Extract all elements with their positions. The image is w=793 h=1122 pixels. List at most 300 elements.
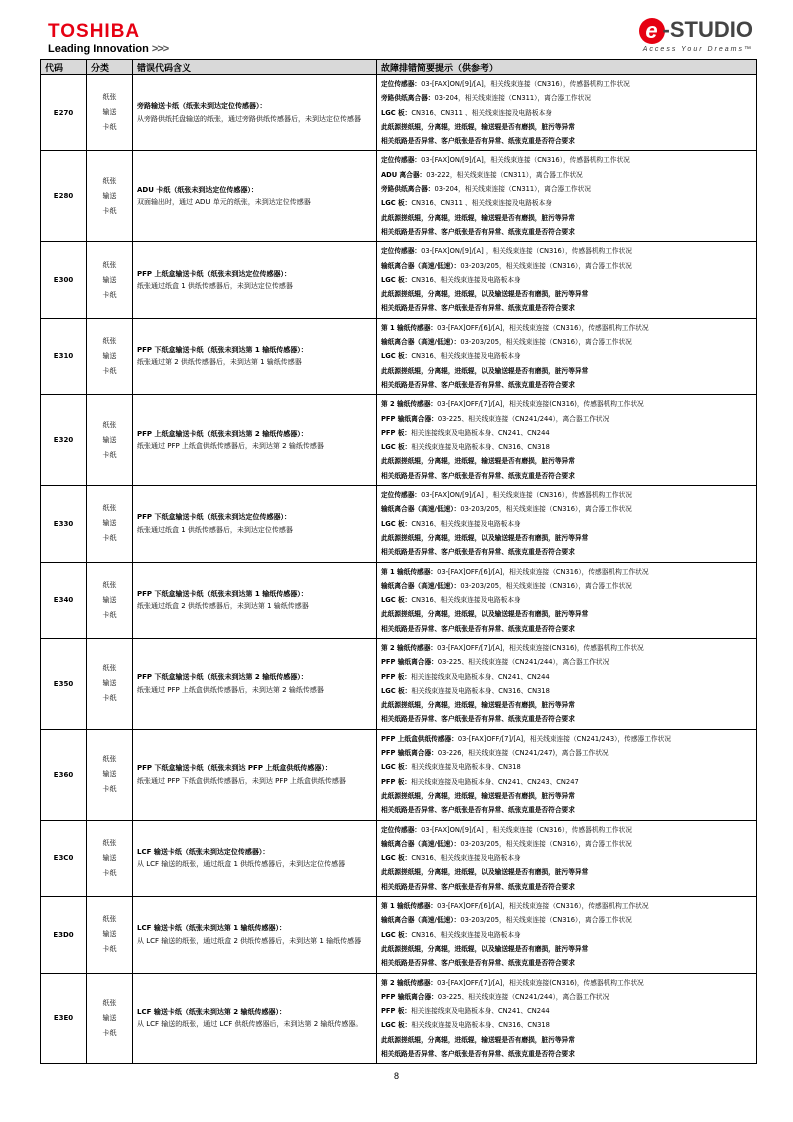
meaning-description: 从 LCF 输送的纸张，通过纸盒 1 供纸传感器后，未到达定位传感器	[137, 860, 346, 869]
meaning-title: PFP 下纸盒输送卡纸（纸张未到达 PFP 上纸盒供纸传感器）：	[137, 764, 332, 773]
hint-line	[381, 760, 752, 774]
hint-line	[381, 287, 752, 301]
hint-line	[381, 942, 752, 956]
category-line: 输送	[102, 275, 117, 284]
hint-text: CN316、相关线束连接及电路板本身	[411, 854, 521, 863]
hint-text: 03-204，相关线束连接（CN311），离合器工作状况	[434, 94, 591, 103]
toshiba-logo	[48, 22, 168, 56]
error-code: E320	[41, 395, 87, 486]
hint-text: 03-225、相关线束连接（CN241/244），离合器工作状况	[437, 414, 610, 423]
error-category	[87, 75, 133, 151]
hint-line	[381, 120, 752, 134]
error-code: E3E0	[41, 973, 87, 1064]
meaning-description: 纸张通过 PFP 上纸盒供纸传感器后，未到达第 2 输纸传感器	[137, 442, 324, 451]
meaning-description: 纸张通过纸盒 1 供纸传感器后，未到达定位传感器	[137, 525, 293, 534]
meaning-description: 纸张通过 PFP 上纸盒供纸传感器后，未到达第 2 输纸传感器	[137, 685, 324, 694]
error-category	[87, 486, 133, 562]
hint-text: 相关线束连接及电路板本身、CN241、CN243、CN247	[411, 777, 579, 786]
hint-text: 03-[FAX]ON/[9]/[A]，相关线束连接（CN316），传感器机构工作状况	[421, 156, 630, 165]
hint-text: 03-203/205，相关线束连接（CN316），离合器工作状况	[460, 505, 632, 514]
category-line: 纸张	[102, 580, 117, 589]
table-row	[41, 395, 757, 486]
hint-text: 此纸源搓纸辊，分离辊，进纸辊，以及输送辊是否有磨损，脏污等异常	[381, 366, 589, 375]
hint-label: 第 1 输纸传感器：	[381, 567, 438, 576]
hint-text: 此纸源搓纸辊，分离辊，进纸辊，以及输送辊是否有磨损，脏污等异常	[381, 944, 589, 953]
hint-line	[381, 134, 752, 148]
error-meaning	[133, 820, 377, 896]
table-row	[41, 318, 757, 394]
hint-label: LGC 板：	[381, 199, 412, 208]
troubleshooting-hints	[377, 729, 757, 820]
hint-text: 03-[FAX]OFF/[7]/[A]，相关线束连接(CN316)，传感器机构工作状况	[437, 978, 644, 987]
meaning-title: PFP 下纸盒输送卡纸（纸张未到达第 1 输纸传感器）：	[137, 345, 308, 354]
hint-label: LGC 板：	[381, 854, 412, 863]
hint-line	[381, 469, 752, 483]
product-slogan: Access Your Dreams™	[642, 46, 753, 54]
troubleshooting-hints	[377, 973, 757, 1064]
hint-label: LGC 板：	[381, 275, 412, 284]
hint-text: 相关纸路是否异常、客户纸张是否有异常、纸张克重是否符合要求	[381, 1050, 575, 1058]
meaning-title: PFP 下纸盒输送卡纸（纸张未到达定位传感器）：	[137, 513, 291, 522]
category-line: 输送	[102, 595, 117, 604]
hint-label: 输纸离合器（高速/低速）：	[381, 581, 461, 590]
error-code: E3D0	[41, 897, 87, 973]
hint-text: 相关连接线束及电路板本身、CN241、CN244	[411, 1007, 550, 1016]
hint-line	[381, 579, 752, 593]
meaning-title: PFP 上纸盒输送卡纸（纸张未到达定位传感器）：	[137, 269, 291, 278]
troubleshooting-hints	[377, 395, 757, 486]
product-name-text: -STUDIO	[662, 17, 753, 42]
hint-line	[381, 182, 752, 196]
hint-text: 相关纸路是否异常、客户纸张是否有异常、纸张克重是否符合要求	[381, 806, 575, 815]
hint-text: 相关连接线束及电路板本身、CN241、CN244	[411, 672, 550, 681]
troubleshooting-hints	[377, 318, 757, 394]
category-line: 纸张	[102, 998, 117, 1007]
hint-text: 相关纸路是否异常、客户纸张是否有异常、纸张克重是否符合要求	[381, 471, 575, 480]
category-line: 纸张	[102, 664, 117, 673]
error-code: E360	[41, 729, 87, 820]
hint-label: PFP 板：	[381, 428, 412, 437]
hint-line	[381, 259, 752, 273]
error-code: E310	[41, 318, 87, 394]
column-header-meaning: 错误代码含义	[133, 60, 377, 75]
hint-label: 旁路供纸离合器：	[381, 185, 435, 194]
hint-label: 输纸离合器（高速/低速）：	[381, 261, 461, 270]
hint-text: 此纸源搓纸辊，分离辊，进纸辊，以及输送辊是否有磨损，脏污等异常	[381, 610, 589, 619]
hint-line	[381, 1033, 752, 1047]
hint-label: 定位传感器：	[381, 825, 422, 834]
hint-label: LGC 板：	[381, 596, 412, 605]
hint-label: 定位传感器：	[381, 491, 422, 500]
hint-text: 03-[FAX]ON/[9]/[A] ，相关线束连接（CN316），传感器机构工作状况	[421, 491, 632, 500]
tagline-arrows-icon: >>>	[151, 43, 169, 55]
troubleshooting-hints	[377, 486, 757, 562]
hint-label: PFP 输纸离合器：	[381, 414, 438, 423]
meaning-description: 双面输出时，通过 ADU 单元的纸张，未到达定位传感器	[137, 198, 311, 207]
category-line: 卡纸	[102, 534, 117, 543]
hint-text: 此纸源搓纸辊，分离辊，进纸辊，输送辊是否有磨损，脏污等异常	[381, 701, 575, 710]
troubleshooting-hints	[377, 820, 757, 896]
hint-label: 第 2 输纸传感器：	[381, 643, 438, 652]
hint-line	[381, 1004, 752, 1018]
hint-line	[381, 211, 752, 225]
error-category	[87, 897, 133, 973]
meaning-title: PFP 下纸盒输送卡纸（纸张未到达第 2 输纸传感器）：	[137, 673, 308, 682]
hint-line	[381, 670, 752, 684]
hint-text: 03-222，相关线束连接（CN311），离合器工作状况	[426, 170, 583, 179]
hint-line	[381, 803, 752, 817]
error-category	[87, 638, 133, 729]
error-meaning	[133, 318, 377, 394]
hint-text: 相关纸路是否异常、客户纸张是否有异常、纸张克重是否符合要求	[381, 227, 575, 236]
hint-label: 输纸离合器（高速/低速）：	[381, 505, 461, 514]
category-line: 输送	[102, 853, 117, 862]
table-row	[41, 897, 757, 973]
hint-line	[381, 880, 752, 894]
hint-label: LGC 板：	[381, 352, 412, 361]
hint-line	[381, 775, 752, 789]
hint-line	[381, 837, 752, 851]
error-code-table	[40, 59, 757, 1064]
hint-text: 此纸源搓纸辊，分离辊，进纸辊，输送辊是否有磨损，脏污等异常	[381, 1035, 575, 1044]
hint-text: 相关纸路是否异常、客户纸张是否有异常、纸张克重是否符合要求	[381, 624, 575, 633]
category-line: 输送	[102, 108, 117, 117]
meaning-title: LCF 输送卡纸（纸张未到达定位传感器）：	[137, 847, 270, 856]
category-line: 输送	[102, 1013, 117, 1022]
brand-name: TOSHIBA	[48, 21, 141, 42]
hint-label: LGC 板：	[381, 443, 412, 452]
troubleshooting-hints	[377, 897, 757, 973]
hint-text: 相关纸路是否异常、客户纸张是否有异常、纸张克重是否符合要求	[381, 882, 575, 891]
troubleshooting-hints	[377, 242, 757, 318]
hint-label: 第 1 输纸传感器：	[381, 323, 438, 332]
hint-label: LGC 板：	[381, 686, 412, 695]
hint-line	[381, 712, 752, 726]
hint-text: 相关纸路是否异常、客户纸张是否有异常、纸张克重是否符合要求	[381, 380, 575, 389]
meaning-description: 纸张通过纸盒 1 供纸传感器后，未到达定位传感器	[137, 282, 293, 290]
error-category	[87, 242, 133, 318]
hint-label: PFP 输纸离合器：	[381, 992, 438, 1001]
hint-line	[381, 823, 752, 837]
column-header-category: 分类	[87, 60, 133, 75]
category-line: 卡纸	[102, 785, 117, 794]
hint-line	[381, 335, 752, 349]
error-meaning	[133, 242, 377, 318]
meaning-title: ADU 卡纸（纸张未到达定位传感器）：	[137, 185, 258, 194]
hint-text: 相关纸路是否异常、客户纸张是否有异常、纸张克重是否符合要求	[381, 304, 575, 313]
hint-text: 03-203/205，相关线束连接（CN316），离合器工作状况	[460, 839, 632, 848]
hint-line	[381, 77, 752, 91]
category-line: 卡纸	[102, 450, 117, 459]
hint-line	[381, 502, 752, 516]
category-line: 纸张	[102, 504, 117, 513]
error-code: E300	[41, 242, 87, 318]
hint-text: 03-[FAX]ON/[9]/[A] ，相关线束连接（CN316），传感器机构工作状况	[421, 825, 632, 834]
hint-text: 此纸源搓纸辊，分离辊，进纸辊，以及输送辊是否有磨损，脏污等异常	[381, 868, 589, 877]
hint-text: CN316、相关线束连接及电路板本身	[411, 930, 521, 939]
hint-label: LGC 板：	[381, 519, 412, 528]
tagline-text: Leading Innovation	[48, 43, 149, 55]
category-line: 纸张	[102, 93, 117, 102]
meaning-description: 从旁路供纸托盘输送的纸张，通过旁路供纸传感器后，未到达定位传感器	[137, 114, 361, 123]
column-header-code: 代码	[41, 60, 87, 75]
hint-text: 03-203/205，相关线束连接（CN316），离合器工作状况	[460, 916, 632, 925]
category-line: 输送	[102, 770, 117, 779]
error-code: E270	[41, 75, 87, 151]
hint-line	[381, 488, 752, 502]
hint-line	[381, 956, 752, 970]
category-line: 卡纸	[102, 868, 117, 877]
hint-text: CN316、相关线束连接及电路板本身	[411, 275, 521, 284]
troubleshooting-hints	[377, 562, 757, 638]
error-category	[87, 151, 133, 242]
table-row	[41, 75, 757, 151]
hint-line	[381, 899, 752, 913]
hint-line	[381, 641, 752, 655]
hint-label: ADU 离合器：	[381, 170, 427, 179]
hint-line	[381, 545, 752, 559]
error-code: E350	[41, 638, 87, 729]
hint-text: 此纸源搓纸辊，分离辊，进纸辊，输送辊是否有磨损，脏污等异常	[381, 213, 575, 222]
error-code: E3C0	[41, 820, 87, 896]
hint-text: 03-203/205，相关线束连接（CN316），离合器工作状况	[460, 338, 632, 347]
category-line: 卡纸	[102, 1028, 117, 1037]
hint-line	[381, 426, 752, 440]
hint-line	[381, 732, 752, 746]
troubleshooting-hints	[377, 75, 757, 151]
hint-line	[381, 412, 752, 426]
hint-label: PFP 上纸盒供纸传感器：	[381, 734, 458, 743]
hint-line	[381, 746, 752, 760]
hint-line	[381, 106, 752, 120]
column-header-hints: 故障排错简要提示（供参考）	[377, 60, 757, 75]
hint-label: 第 1 输纸传感器：	[381, 902, 438, 911]
table-row	[41, 486, 757, 562]
hint-label: 定位传感器：	[381, 80, 422, 88]
meaning-description: 从 LCF 输送的纸张，通过纸盒 2 供纸传感器后，未到达第 1 输纸传感器	[137, 936, 362, 945]
hint-text: CN316、相关线束连接及电路板本身	[411, 519, 521, 528]
category-line: 卡纸	[102, 123, 117, 132]
error-code: E280	[41, 151, 87, 242]
hint-line	[381, 655, 752, 669]
hint-text: CN316、相关线束连接及电路板本身	[411, 352, 521, 361]
page-header	[0, 0, 793, 60]
hint-label: PFP 输纸离合器：	[381, 749, 438, 758]
error-code: E340	[41, 562, 87, 638]
error-code: E330	[41, 486, 87, 562]
category-line: 卡纸	[102, 694, 117, 703]
troubleshooting-hints	[377, 151, 757, 242]
table-row	[41, 729, 757, 820]
hint-line	[381, 301, 752, 315]
hint-text: 03-225、相关线束连接（CN241/244），离合器工作状况	[437, 992, 610, 1001]
hint-line	[381, 684, 752, 698]
hint-text: 相关连接线束及电路板本身、CN241、CN244	[411, 428, 550, 437]
hint-line	[381, 517, 752, 531]
error-meaning	[133, 729, 377, 820]
error-meaning	[133, 638, 377, 729]
hint-line	[381, 976, 752, 990]
error-meaning	[133, 151, 377, 242]
table-header-row	[41, 60, 757, 75]
hint-label: PFP 输纸离合器：	[381, 658, 438, 667]
meaning-description: 纸张通过 PFP 下纸盒供纸传感器后，未到达 PFP 上纸盒供纸传感器	[137, 776, 346, 785]
hint-line	[381, 168, 752, 182]
hint-line	[381, 364, 752, 378]
hint-line	[381, 349, 752, 363]
category-line: 输送	[102, 435, 117, 444]
hint-line	[381, 153, 752, 167]
hint-text: 相关线束连接及电路板本身、CN316、CN318	[411, 443, 550, 452]
hint-line	[381, 565, 752, 579]
troubleshooting-hints	[377, 638, 757, 729]
page-number: 8	[393, 1071, 399, 1081]
meaning-description: 从 LCF 输送的纸张，通过 LCF 供纸传感器后，未到达第 2 输纸传感器。	[137, 1020, 363, 1029]
hint-text: 03-203/205，相关线束连接（CN316），离合器工作状况	[460, 261, 632, 270]
category-line: 纸张	[102, 838, 117, 847]
hint-text: CN316、CN311 、相关线束连接及电路板本身	[411, 199, 552, 208]
meaning-description: 纸张通过第 2 供纸传感器后，未到达第 1 输纸传感器	[137, 358, 302, 367]
hint-label: LGC 板：	[381, 930, 412, 939]
category-line: 卡纸	[102, 945, 117, 954]
hint-line	[381, 273, 752, 287]
hint-text: 03-[FAX]OFF/[7]/[A]，相关线束连接（CN241/243），传感器工作状况	[457, 734, 671, 743]
table-row	[41, 638, 757, 729]
error-category	[87, 973, 133, 1064]
category-line: 纸张	[102, 755, 117, 764]
hint-label: 定位传感器：	[381, 247, 422, 256]
hint-text: 相关纸路是否异常、客户纸张是否有异常、纸张克重是否符合要求	[381, 137, 575, 146]
hint-text: 03-[FAX]OFF/[6]/[A]，相关线束连接（CN316），传感器机构工作状况	[437, 323, 649, 332]
hint-line	[381, 928, 752, 942]
category-line: 纸张	[102, 336, 117, 345]
hint-line	[381, 1018, 752, 1032]
brand-tagline	[48, 42, 168, 56]
hint-line	[381, 225, 752, 239]
hint-text: CN316、CN311 、相关线束连接及电路板本身	[411, 108, 552, 117]
category-line: 纸张	[102, 176, 117, 185]
e-logo-icon: e	[639, 18, 665, 44]
hint-label: 输纸离合器（高速/低速）：	[381, 839, 461, 848]
hint-line	[381, 990, 752, 1004]
category-line: 纸张	[102, 420, 117, 429]
hint-text: 03-[FAX]OFF/[6]/[A]，相关线束连接（CN316），传感器机构工作状况	[437, 902, 649, 911]
category-line: 卡纸	[102, 610, 117, 619]
error-category	[87, 729, 133, 820]
category-line: 纸张	[102, 260, 117, 269]
table-row	[41, 242, 757, 318]
hint-line	[381, 244, 752, 258]
hint-text: 03-[FAX]ON/[9]/[A] ，相关线束连接（CN316），传感器机构工作状况	[421, 247, 632, 256]
hint-text: 03-204，相关线束连接（CN311），离合器工作状况	[434, 185, 591, 194]
category-line: 输送	[102, 519, 117, 528]
error-category	[87, 562, 133, 638]
hint-text: 相关线束连接及电路板本身、CN316、CN318	[411, 686, 550, 695]
hint-line	[381, 593, 752, 607]
hint-text: 此纸源搓纸辊，分离辊，进纸辊，以及输送辊是否有磨损，脏污等异常	[381, 290, 589, 299]
hint-text: 相关线束连接及电路板本身、CN318	[411, 763, 521, 772]
hint-text: 03-[FAX]OFF/[7]/[A]，相关线束连接(CN316)，传感器机构工作状况	[437, 400, 644, 409]
category-line: 输送	[102, 191, 117, 200]
hint-text: 03-226，相关线束连接（CN241/247)，离合器工作状况	[437, 749, 609, 758]
hint-label: LGC 板：	[381, 1021, 412, 1030]
hint-line	[381, 196, 752, 210]
hint-text: 03-[FAX]ON/[9]/[A]，相关线束连接（CN316），传感器机构工作状况	[421, 80, 630, 88]
hint-label: 第 2 输纸传感器：	[381, 978, 438, 987]
meaning-title: LCF 输送卡纸（纸张未到达第 1 输纸传感器）：	[137, 924, 287, 933]
category-line: 纸张	[102, 915, 117, 924]
hint-line	[381, 913, 752, 927]
category-line: 卡纸	[102, 366, 117, 375]
table-row	[41, 562, 757, 638]
meaning-title: LCF 输送卡纸（纸张未到达第 2 输纸传感器）：	[137, 1007, 287, 1016]
estudio-logo	[623, 18, 753, 53]
hint-label: LGC 板：	[381, 763, 412, 772]
hint-label: 旁路供纸离合器：	[381, 94, 435, 103]
hint-line	[381, 378, 752, 392]
category-line: 输送	[102, 679, 117, 688]
category-line: 卡纸	[102, 206, 117, 215]
hint-line	[381, 865, 752, 879]
meaning-description: 纸张通过纸盒 2 供纸传感器后，未到达第 1 输纸传感器	[137, 602, 309, 611]
hint-text: 03-225、相关线束连接（CN241/244），离合器工作状况	[437, 658, 610, 667]
error-category	[87, 820, 133, 896]
hint-line	[381, 531, 752, 545]
hint-text: 此纸源搓纸辊，分离辊，进纸辊，输送辊是否有磨损，脏污等异常	[381, 791, 575, 800]
hint-text: 此纸源搓纸辊，分离辊，进纸辊，以及输送辊是否有磨损，脏污等异常	[381, 533, 589, 542]
hint-label: PFP 板：	[381, 777, 412, 786]
hint-line	[381, 1047, 752, 1061]
hint-line	[381, 622, 752, 636]
table-body	[41, 75, 757, 1064]
hint-label: 输纸离合器（高速/低速）：	[381, 338, 461, 347]
table-row	[41, 973, 757, 1064]
hint-text: 03-203/205，相关线束连接（CN316），离合器工作状况	[460, 581, 632, 590]
hint-label: LGC 板：	[381, 108, 412, 117]
hint-text: 此纸源搓纸辊，分离辊，进纸辊，输送辊是否有磨损，脏污等异常	[381, 122, 575, 131]
hint-label: 第 2 输纸传感器：	[381, 400, 438, 409]
hint-text: 03-[FAX]OFF/[6]/[A]，相关线束连接（CN316），传感器机构工作状况	[437, 567, 649, 576]
hint-line	[381, 397, 752, 411]
table-row	[41, 151, 757, 242]
hint-line	[381, 321, 752, 335]
hint-line	[381, 440, 752, 454]
error-category	[87, 395, 133, 486]
hint-text: 03-[FAX]OFF/[7]/[A]，相关线束连接(CN316)，传感器机构工作状况	[437, 643, 644, 652]
meaning-title: 旁路输送卡纸（纸张未到达定位传感器）：	[137, 102, 267, 111]
hint-text: CN316、相关线束连接及电路板本身	[411, 596, 521, 605]
error-meaning	[133, 75, 377, 151]
hint-line	[381, 789, 752, 803]
hint-line	[381, 454, 752, 468]
hint-label: PFP 板：	[381, 672, 412, 681]
hint-line	[381, 851, 752, 865]
hint-text: 相关线束连接及电路板本身、CN316、CN318	[411, 1021, 550, 1030]
category-line: 输送	[102, 930, 117, 939]
hint-text: 相关纸路是否异常、客户纸张是否有异常、纸张克重是否符合要求	[381, 715, 575, 724]
hint-label: 输纸离合器（高速/低速）：	[381, 916, 461, 925]
error-category	[87, 318, 133, 394]
hint-label: PFP 板：	[381, 1007, 412, 1016]
hint-line	[381, 607, 752, 621]
error-meaning	[133, 897, 377, 973]
category-line: 卡纸	[102, 290, 117, 299]
hint-line	[381, 91, 752, 105]
product-name	[623, 18, 753, 44]
hint-label: 定位传感器：	[381, 156, 422, 165]
hint-text: 相关纸路是否异常、客户纸张是否有异常、纸张克重是否符合要求	[381, 548, 575, 557]
error-meaning	[133, 973, 377, 1064]
